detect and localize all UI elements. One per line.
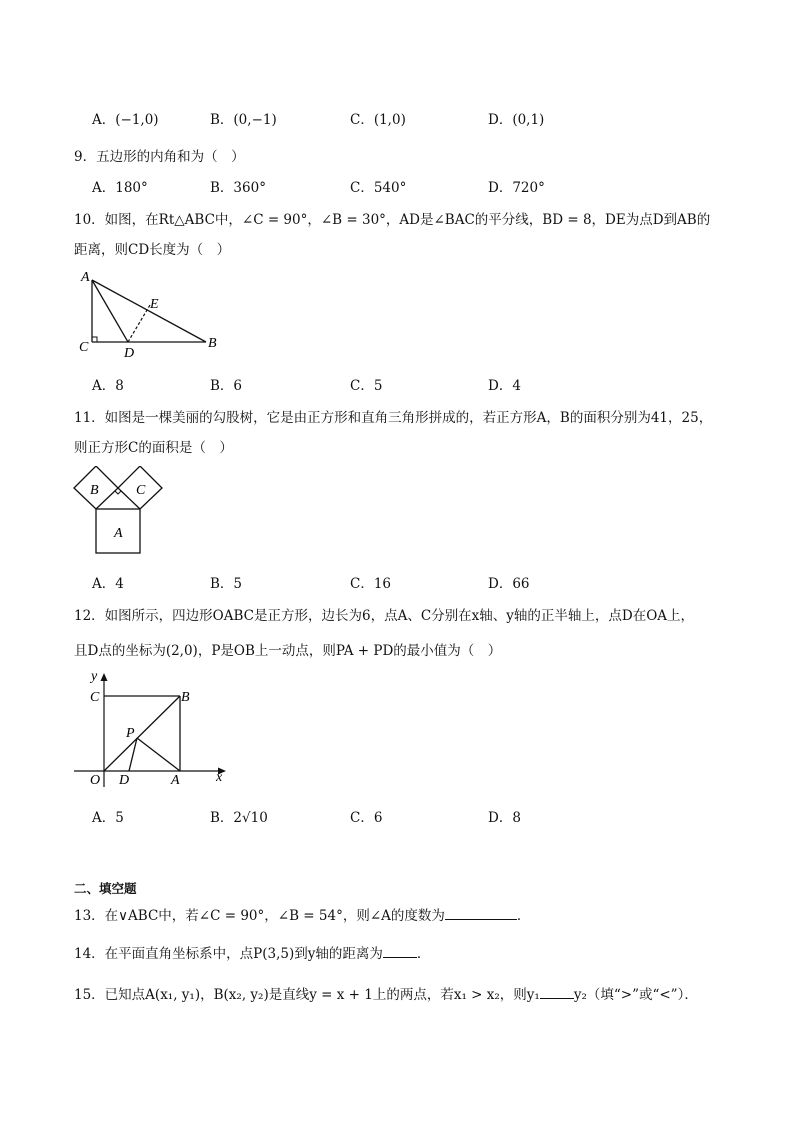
q14-end: ． bbox=[416, 946, 431, 962]
q11-option-b: B．5 bbox=[210, 576, 243, 592]
q13-text: 13．在∨ABC中，若∠C = 90°，∠B = 54°，则∠A的度数为 bbox=[74, 908, 445, 924]
q10-stem-line1: 10．如图，在Rt△ABC中，∠C = 90°，∠B = 30°，AD是∠BAC的平分线，BD = 8，DE为点D到AB的 bbox=[74, 212, 711, 228]
q10-label-c: C bbox=[79, 340, 89, 355]
q12-label-x: x bbox=[216, 770, 223, 785]
q11-pythagoras-tree-figure bbox=[70, 466, 170, 558]
q15 bbox=[74, 983, 698, 1003]
q10-side-ab bbox=[92, 280, 206, 342]
q12-diagonal-ob bbox=[104, 696, 180, 771]
q11-option-d: D．66 bbox=[488, 576, 530, 592]
q12-option-c: C．6 bbox=[350, 810, 383, 826]
q11-label-b: B bbox=[90, 483, 99, 498]
q10-option-b: B．6 bbox=[210, 378, 243, 394]
q10-stem-line2: 距离，则CD长度为（ ） bbox=[74, 242, 231, 258]
q12-stem-line2: 且D点的坐标为(2,0)，P是OB上一动点，则PA + PD的最小值为（ ） bbox=[74, 643, 502, 659]
q10-option-a: A．8 bbox=[92, 378, 124, 394]
q10-label-a: A bbox=[81, 270, 90, 285]
q9-option-d: D．720° bbox=[488, 180, 545, 196]
q13 bbox=[74, 904, 530, 924]
q15-text: 15．已知点A(x₁, y₁)，B(x₂, y₂)是直线y = x + 1上的两点，若x₁ > x₂，则y₁ bbox=[74, 987, 540, 1003]
q15-answer-blank[interactable] bbox=[540, 986, 574, 999]
q10-option-c: C．5 bbox=[350, 378, 383, 394]
q10-perpendicular-de bbox=[128, 305, 150, 342]
q12-segment-pa bbox=[137, 738, 180, 771]
q12-option-b: B．2√10 bbox=[210, 810, 268, 826]
q11-right-angle-mark bbox=[115, 491, 121, 494]
q10-option-d: D．4 bbox=[488, 378, 521, 394]
q11-option-c: C．16 bbox=[350, 576, 392, 592]
q14-text: 14．在平面直角坐标系中，点P(3,5)到y轴的距离为 bbox=[74, 946, 383, 962]
q12-coordinate-figure bbox=[70, 665, 232, 789]
q11-stem-line1: 11．如图是一棵美丽的勾股树，它是由正方形和直角三角形拼成的，若正方形A，B的面积分别为41，25， bbox=[74, 410, 713, 426]
q10-label-d: D bbox=[124, 346, 135, 360]
q12-option-d: D．8 bbox=[488, 810, 521, 826]
q11-stem-line2: 则正方形C的面积是（ ） bbox=[74, 440, 233, 456]
q12-label-p: P bbox=[126, 726, 135, 741]
q9-option-c: C．540° bbox=[350, 180, 407, 196]
q12-option-a: A．5 bbox=[92, 810, 124, 826]
q8-option-b: B．(0,−1) bbox=[210, 112, 277, 128]
q8-option-d: D．(0,1) bbox=[488, 112, 545, 128]
q13-end: ． bbox=[516, 908, 531, 924]
q12-label-c: C bbox=[90, 690, 100, 705]
q9-option-a: A．180° bbox=[92, 180, 148, 196]
q8-option-c: C．(1,0) bbox=[350, 112, 406, 128]
q12-stem-line1: 12．如图所示，四边形OABC是正方形，边长为6，点A、C分别在x轴、y轴的正半轴上，点D在OA上， bbox=[74, 608, 695, 624]
q11-label-c: C bbox=[136, 483, 146, 498]
q12-label-o: O bbox=[90, 773, 101, 788]
q11-label-a: A bbox=[114, 526, 123, 541]
q13-answer-blank[interactable] bbox=[445, 907, 517, 920]
q15-end: y₂（填“>”或“<”）． bbox=[573, 987, 698, 1003]
q11-option-a: A．4 bbox=[92, 576, 124, 592]
q12-label-y: y bbox=[91, 669, 98, 684]
q10-triangle-figure bbox=[70, 268, 230, 360]
q12-y-arrow bbox=[101, 673, 108, 681]
q12-label-a: A bbox=[171, 773, 180, 788]
q9-stem: 9．五边形的内角和为（ ） bbox=[74, 149, 245, 165]
q8-option-a: A．(−1,0) bbox=[92, 112, 159, 128]
q14-answer-blank[interactable] bbox=[383, 945, 417, 958]
q12-label-b: B bbox=[181, 690, 190, 705]
q14 bbox=[74, 942, 430, 962]
q9-option-b: B．360° bbox=[210, 180, 266, 196]
q12-label-d: D bbox=[119, 773, 130, 788]
q10-right-angle-mark bbox=[92, 337, 97, 342]
section-title-fill-in: 二、填空题 bbox=[74, 881, 137, 896]
q10-label-e: E bbox=[150, 297, 159, 312]
q10-label-b: B bbox=[208, 336, 217, 351]
